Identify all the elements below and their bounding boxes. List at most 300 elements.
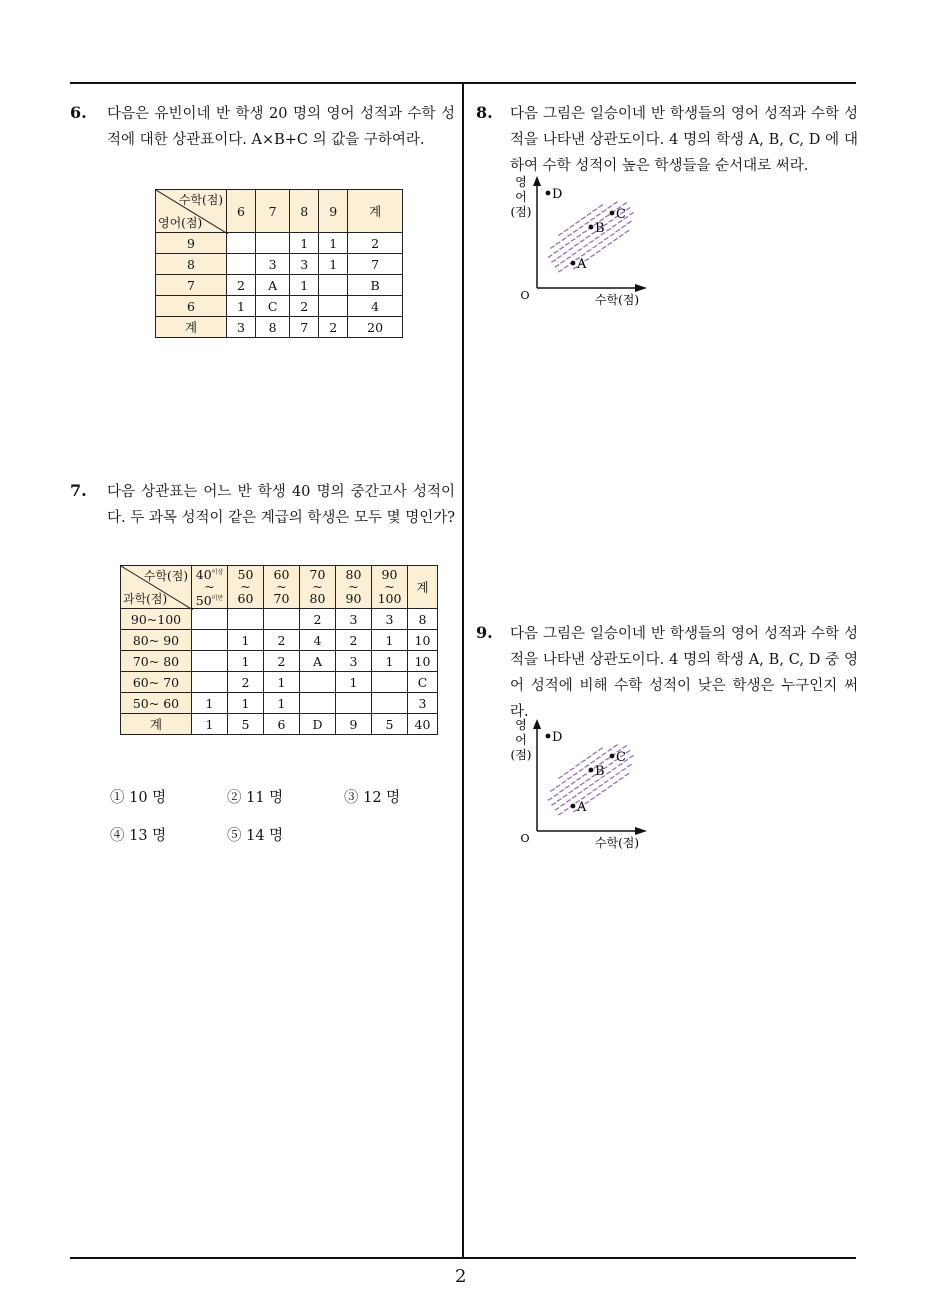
- q9-cloud-dash: [558, 813, 562, 816]
- q6-cell: 2: [319, 317, 348, 338]
- q9-cloud-dash: [593, 752, 597, 755]
- q8-cloud-dash: [602, 210, 606, 213]
- q6-header-diagonal-cell: [156, 190, 227, 233]
- q8-x-arrow: [635, 284, 647, 292]
- q7-cell: [372, 672, 408, 693]
- q7-cell: 1: [192, 693, 228, 714]
- q7-cell: 9: [336, 714, 372, 735]
- q9-point-a: [571, 804, 576, 809]
- q8-scatter-diagram: [505, 172, 665, 312]
- q7-tilde: ~: [348, 579, 359, 594]
- q9-cloud-dash: [555, 808, 559, 811]
- q7-range-stack: [264, 569, 299, 605]
- q7-range-end-value: 80: [309, 591, 326, 606]
- q8-cloud-dash: [629, 212, 633, 215]
- q7-header-diagonal-cell: [121, 566, 192, 609]
- q8-cloud-dash: [556, 242, 560, 245]
- q8-cloud-dash: [595, 237, 599, 240]
- q7-cell: [228, 609, 264, 630]
- q7-col-range: [192, 566, 228, 609]
- q9-y-label: 어: [515, 733, 527, 747]
- q7-cell: 1: [264, 693, 300, 714]
- q9-origin: O: [520, 832, 530, 845]
- q6-cell: 2: [227, 275, 256, 296]
- table-row: [121, 630, 438, 651]
- q6-correlation-table: [155, 189, 403, 338]
- q7-tilde: ~: [240, 579, 251, 594]
- q8-cloud-dash: [613, 202, 617, 205]
- q7-range-end: [192, 593, 227, 607]
- q9-point-b: [589, 768, 594, 773]
- table-row: [121, 693, 438, 714]
- q9-cloud-dash: [565, 786, 569, 789]
- q8-cloud-dash: [578, 249, 582, 252]
- q7-cell: [372, 693, 408, 714]
- q9-cloud-dash: [596, 793, 600, 796]
- q8-cloud-dash: [602, 246, 606, 249]
- q7-cell: 6: [264, 714, 300, 735]
- q8-cloud-dash: [627, 221, 631, 224]
- q6-cell: 3: [227, 317, 256, 338]
- q8-cloud-dash: [575, 221, 579, 224]
- q7-cell: 40: [408, 714, 438, 735]
- q7-choice-4[interactable]: ④ 13 명: [110, 828, 167, 844]
- q9-text: 다음 그림은 일승이네 반 학생들의 영어 성적과 수학 성적을 나타낸 상관도이다. 4 명의 학생 A, B, C, D 중 영어 성적에 비해 수학 성적이 낮은 학생은 누구인지 써라.: [510, 626, 858, 720]
- q9-cloud-dash: [606, 772, 610, 775]
- q6-cell: 1: [290, 275, 319, 296]
- q8-cloud-dash: [548, 255, 552, 258]
- q8-cloud-dash: [596, 250, 600, 253]
- bottom-rule: [70, 1257, 856, 1259]
- q7-cell: [264, 609, 300, 630]
- q8-cloud-dash: [608, 242, 612, 245]
- q7-cell: [300, 672, 336, 693]
- q6-cell: 1: [319, 254, 348, 275]
- q8-point-a: [571, 261, 576, 266]
- q6-cell: 8: [255, 317, 289, 338]
- q6-cell: 1: [227, 296, 256, 317]
- q7-choice-3[interactable]: ③ 12 명: [344, 790, 401, 806]
- q9-cloud-dash: [578, 792, 582, 795]
- page-number: 2: [455, 1266, 467, 1287]
- q9-cloud-dash: [613, 745, 617, 748]
- q7-row-label: 계: [121, 714, 192, 735]
- q7-row-header: 과학(점): [123, 592, 168, 606]
- q9-cloud-dash: [567, 777, 571, 780]
- q7-choice-5[interactable]: ⑤ 14 명: [227, 828, 284, 844]
- q8-cloud-dash: [589, 241, 593, 244]
- q7-col-range: [300, 566, 336, 609]
- q8-cloud-dash: [585, 222, 589, 225]
- q8-cloud-dash: [612, 225, 616, 228]
- q9-cloud-dash: [562, 781, 566, 784]
- q6-row-label: 계: [156, 317, 227, 338]
- q6-cell: 1: [290, 233, 319, 254]
- q7-cell: 1: [228, 693, 264, 714]
- q7-ige-label: 이상: [211, 568, 224, 576]
- q7-cell: 3: [336, 651, 372, 672]
- q6-cell: 20: [348, 317, 403, 338]
- q6-cell: [319, 296, 348, 317]
- q9-cloud-dash: [602, 789, 606, 792]
- q6-cell: A: [255, 275, 289, 296]
- q7-range-start-value: 70: [309, 567, 326, 582]
- q9-cloud-dash: [574, 787, 578, 790]
- q7-range-end: [372, 593, 407, 605]
- q8-cloud-dash: [577, 235, 581, 238]
- q9-cloud-dash: [605, 758, 609, 761]
- q9-cloud-dash: [613, 781, 617, 784]
- q8-cloud-dash: [554, 251, 558, 254]
- q7-choice-2[interactable]: ② 11 명: [227, 790, 284, 806]
- q7-cell: 2: [264, 630, 300, 651]
- q8-cloud-dash: [610, 233, 614, 236]
- q8-cloud-dash: [593, 209, 597, 212]
- q7-correlation-table: [120, 565, 438, 735]
- q6-cell: 7: [348, 254, 403, 275]
- q7-cell: A: [300, 651, 336, 672]
- q9-cloud-dash: [563, 795, 567, 798]
- q9-cloud-dash: [596, 757, 600, 760]
- q7-row-label: 90~100: [121, 609, 192, 630]
- q9-cloud-dash: [602, 753, 606, 756]
- q8-cloud-dash: [572, 253, 576, 256]
- q8-cloud-dash: [593, 245, 597, 248]
- q9-cloud-dash: [609, 763, 613, 766]
- q9-point-d: [546, 734, 551, 739]
- q7-range-start-value: 80: [345, 567, 362, 582]
- q9-cloud-dash: [608, 785, 612, 788]
- q9-point-label: B: [595, 764, 605, 779]
- q8-cloud-dash: [580, 240, 584, 243]
- q6-col-label: 6: [227, 190, 256, 233]
- q8-cloud-dash: [564, 229, 568, 232]
- q8-cloud-dash: [625, 230, 629, 233]
- q9-cloud-dash: [551, 803, 555, 806]
- q8-point-label: A: [577, 257, 587, 272]
- q8-point-label: B: [595, 221, 605, 236]
- q7-cell: 2: [228, 672, 264, 693]
- q7-range-stack: [300, 569, 335, 605]
- q8-y-label: (점): [510, 205, 532, 219]
- q7-cell: 1: [372, 630, 408, 651]
- q8-cloud-dash: [604, 237, 608, 240]
- q8-cloud-dash: [606, 229, 610, 232]
- column-divider: [462, 82, 464, 1258]
- q9-cloud-dash: [577, 778, 581, 781]
- q9-cloud-dash: [598, 784, 602, 787]
- q9-y-label: (점): [510, 748, 532, 762]
- q9-cloud-dash: [593, 788, 597, 791]
- q9-cloud-dash: [556, 785, 560, 788]
- q7-col-range: [228, 566, 264, 609]
- q6-col-label: 9: [319, 190, 348, 233]
- q7-cell: 1: [336, 672, 372, 693]
- q7-cell: [192, 609, 228, 630]
- q8-y-label: 어: [515, 190, 527, 204]
- q8-cloud-dash: [619, 234, 623, 237]
- q7-range-stack: [228, 569, 263, 605]
- q7-cell: 5: [372, 714, 408, 735]
- q6-row-header: 영어(점): [158, 216, 203, 230]
- q6-cell: [319, 275, 348, 296]
- q8-cloud-dash: [621, 225, 625, 228]
- q7-cell: 8: [408, 609, 438, 630]
- q7-range-end: [336, 593, 371, 605]
- q7-cell: 1: [192, 714, 228, 735]
- q7-number: 7.: [70, 481, 87, 500]
- q8-cloud-dash: [559, 247, 563, 250]
- q7-choice-1[interactable]: ① 10 명: [110, 790, 167, 806]
- q7-tilde: ~: [312, 579, 323, 594]
- q8-cloud-dash: [562, 238, 566, 241]
- table-row: [156, 317, 403, 338]
- q8-cloud-dash: [590, 218, 594, 221]
- q8-cloud-dash: [563, 252, 567, 255]
- q9-cloud-dash: [571, 782, 575, 785]
- q9-cloud-dash: [627, 764, 631, 767]
- q7-range-end-value: 60: [237, 591, 254, 606]
- q9-cloud-dash: [612, 768, 616, 771]
- q7-range-end: [300, 593, 335, 605]
- q9-point-c: [610, 754, 615, 759]
- q9-scatter-diagram: [505, 715, 665, 855]
- q8-cloud-dash: [557, 256, 561, 259]
- q8-cloud-dash: [587, 213, 591, 216]
- q9-cloud-dash: [590, 761, 594, 764]
- q8-cloud-dash: [605, 215, 609, 218]
- q8-cloud-dash: [579, 226, 583, 229]
- q9-y-arrow: [533, 719, 541, 729]
- q7-col-header: 수학(점): [143, 569, 188, 583]
- q7-col-range: [372, 566, 408, 609]
- q9-cloud-dash: [580, 783, 584, 786]
- q8-cloud-dash: [566, 257, 570, 260]
- q9-cloud-dash: [619, 777, 623, 780]
- q6-col-label: 8: [290, 190, 319, 233]
- q7-range-end: [264, 593, 299, 605]
- q8-cloud-dash: [569, 248, 573, 251]
- q8-cloud-dash: [565, 243, 569, 246]
- q9-cloud-dash: [629, 755, 633, 758]
- q7-tilde: ~: [384, 579, 395, 594]
- q9-cloud-dash: [581, 760, 585, 763]
- q9-cloud-dash: [610, 776, 614, 779]
- q7-col-range: [264, 566, 300, 609]
- q6-cell: 3: [255, 254, 289, 275]
- q7-cell: 5: [228, 714, 264, 735]
- q9-cloud-dash: [586, 779, 590, 782]
- q9-cloud-dash: [589, 784, 593, 787]
- q8-cloud-dash: [564, 266, 568, 269]
- q7-range-end: [228, 593, 263, 605]
- q6-cell: 2: [348, 233, 403, 254]
- q8-cloud-dash: [558, 270, 562, 273]
- table-row: [156, 275, 403, 296]
- q8-y-arrow: [533, 176, 541, 186]
- q8-cloud-dash: [626, 208, 630, 211]
- q7-cell: D: [300, 714, 336, 735]
- q8-text: 다음 그림은 일승이네 반 학생들의 영어 성적과 수학 성적을 나타낸 상관도이다. 4 명의 학생 A, B, C, D 에 대하여 수학 성적이 높은 학생들을 순서대로 써라.: [510, 106, 858, 174]
- q9-cloud-dash: [582, 774, 586, 777]
- q8-cloud-dash: [613, 238, 617, 241]
- q8-cloud-dash: [561, 261, 565, 264]
- q7-cell: [192, 672, 228, 693]
- table-row: [121, 651, 438, 672]
- q7-range-end-value: 50: [195, 593, 212, 609]
- q8-cloud-dash: [550, 246, 554, 249]
- q9-cloud-dash: [579, 769, 583, 772]
- q7-cell: 1: [228, 630, 264, 651]
- q7-cell: 4: [300, 630, 336, 651]
- q9-cloud-dash: [566, 800, 570, 803]
- q9-cloud-dash: [559, 790, 563, 793]
- table-row: [156, 233, 403, 254]
- q9-cloud-dash: [626, 751, 630, 754]
- q6-text: 다음은 유빈이네 반 학생 20 명의 영어 성적과 수학 성적에 대한 상관표이다. A×B+C 의 값을 구하여라.: [107, 106, 455, 148]
- q7-cell: 2: [264, 651, 300, 672]
- q9-point-label: A: [577, 800, 587, 815]
- q6-cell: [227, 254, 256, 275]
- q8-cloud-dash: [586, 236, 590, 239]
- q8-point-label: C: [616, 207, 626, 222]
- q8-cloud-dash: [623, 203, 627, 206]
- q9-cloud-dash: [625, 773, 629, 776]
- q8-number: 8.: [476, 103, 493, 122]
- q9-cloud-dash: [557, 799, 561, 802]
- q7-cell: [192, 651, 228, 672]
- q9-cloud-dash: [564, 809, 568, 812]
- q8-cloud-dash: [587, 249, 591, 252]
- q9-x-arrow: [635, 827, 647, 835]
- q7-cell: 10: [408, 651, 438, 672]
- q9-cloud-dash: [558, 776, 562, 779]
- q9-cloud-dash: [585, 765, 589, 768]
- q9-cloud-dash: [548, 798, 552, 801]
- q9-cloud-dash: [595, 780, 599, 783]
- q9-cloud-dash: [608, 749, 612, 752]
- q8-cloud-dash: [598, 241, 602, 244]
- q8-cloud-dash: [555, 265, 559, 268]
- q8-cloud-dash: [573, 230, 577, 233]
- q8-cloud-dash: [570, 225, 574, 228]
- table-row: [156, 254, 403, 275]
- q9-cloud-dash: [573, 773, 577, 776]
- q7-range-stack: [192, 567, 227, 607]
- q6-cell: 4: [348, 296, 403, 317]
- q6-row-label: 6: [156, 296, 227, 317]
- table-row: [121, 672, 438, 693]
- table-row: [156, 296, 403, 317]
- q7-text: 다음 상관표는 어느 반 학생 40 명의 중간고사 성적이다. 두 과목 성적이 같은 계급의 학생은 모두 몇 명인가?: [107, 484, 456, 526]
- q7-row-label: 50~ 60: [121, 693, 192, 714]
- q7-total-header: 계: [408, 566, 438, 609]
- q7-cell: 10: [408, 630, 438, 651]
- q8-point-label: D: [552, 187, 563, 202]
- q8-cloud-dash: [609, 220, 613, 223]
- q9-cloud-dash: [587, 792, 591, 795]
- q9-y-label: 영: [515, 718, 527, 732]
- q8-point-c: [610, 211, 615, 216]
- q7-range-start-value: 90: [381, 567, 398, 582]
- q9-cloud-dash: [554, 794, 558, 797]
- q7-tilde: ~: [276, 579, 287, 594]
- q8-x-label: 수학(점): [594, 293, 640, 307]
- q7-range-end-value: 100: [377, 591, 402, 606]
- q6-cell: [227, 233, 256, 254]
- q7-row-label: 70~ 80: [121, 651, 192, 672]
- table-row: [121, 714, 438, 735]
- q8-point-b: [589, 225, 594, 230]
- q9-cloud-dash: [621, 768, 625, 771]
- q8-y-label: 영: [515, 175, 527, 189]
- q6-cell: B: [348, 275, 403, 296]
- q8-cloud-dash: [581, 254, 585, 257]
- q7-cell: [336, 693, 372, 714]
- q8-cloud-dash: [582, 231, 586, 234]
- q7-tilde: ~: [204, 579, 215, 594]
- q9-cloud-dash: [604, 780, 608, 783]
- q9-cloud-dash: [616, 772, 620, 775]
- q9-cloud-dash: [590, 797, 594, 800]
- q8-cloud-dash: [598, 205, 602, 208]
- q6-cell: 3: [290, 254, 319, 275]
- q9-point-label: D: [552, 730, 563, 745]
- table-row: [121, 609, 438, 630]
- q6-col-header: 수학(점): [178, 193, 223, 207]
- q9-cloud-dash: [550, 789, 554, 792]
- q7-row-label: 80~ 90: [121, 630, 192, 651]
- q7-range-end-value: 70: [273, 591, 290, 606]
- q9-cloud-dash: [598, 748, 602, 751]
- q8-cloud-dash: [584, 245, 588, 248]
- q8-point-d: [546, 191, 551, 196]
- q9-cloud-dash: [575, 764, 579, 767]
- q7-miman-label: 미만: [211, 595, 224, 602]
- q9-cloud-dash: [584, 788, 588, 791]
- q8-cloud-dash: [581, 217, 585, 220]
- q7-cell: 3: [336, 609, 372, 630]
- q7-cell: 3: [372, 609, 408, 630]
- q6-row-label: 8: [156, 254, 227, 275]
- q9-cloud-dash: [587, 756, 591, 759]
- q7-range-stack: [372, 569, 407, 605]
- q8-cloud-dash: [567, 234, 571, 237]
- q7-range-stack: [336, 569, 371, 605]
- q8-cloud-dash: [558, 233, 562, 236]
- q7-range-start-value: 60: [273, 567, 290, 582]
- q6-col-label: 7: [255, 190, 289, 233]
- q6-col-label: 계: [348, 190, 403, 233]
- q8-cloud-dash: [551, 260, 555, 263]
- q7-cell: 1: [228, 651, 264, 672]
- q9-cloud-dash: [561, 804, 565, 807]
- q7-cell: 1: [264, 672, 300, 693]
- q8-cloud-dash: [608, 206, 612, 209]
- q9-cloud-dash: [581, 797, 585, 800]
- q6-cell: [255, 233, 289, 254]
- q6-row-label: 9: [156, 233, 227, 254]
- q7-cell: [300, 693, 336, 714]
- q7-cell: 1: [372, 651, 408, 672]
- q7-col-range: [336, 566, 372, 609]
- q6-number: 6.: [70, 103, 87, 122]
- q6-cell: 7: [290, 317, 319, 338]
- q6-row-label: 7: [156, 275, 227, 296]
- q6-cell: 2: [290, 296, 319, 317]
- q9-cloud-dash: [623, 746, 627, 749]
- q7-range-end-value: 90: [345, 591, 362, 606]
